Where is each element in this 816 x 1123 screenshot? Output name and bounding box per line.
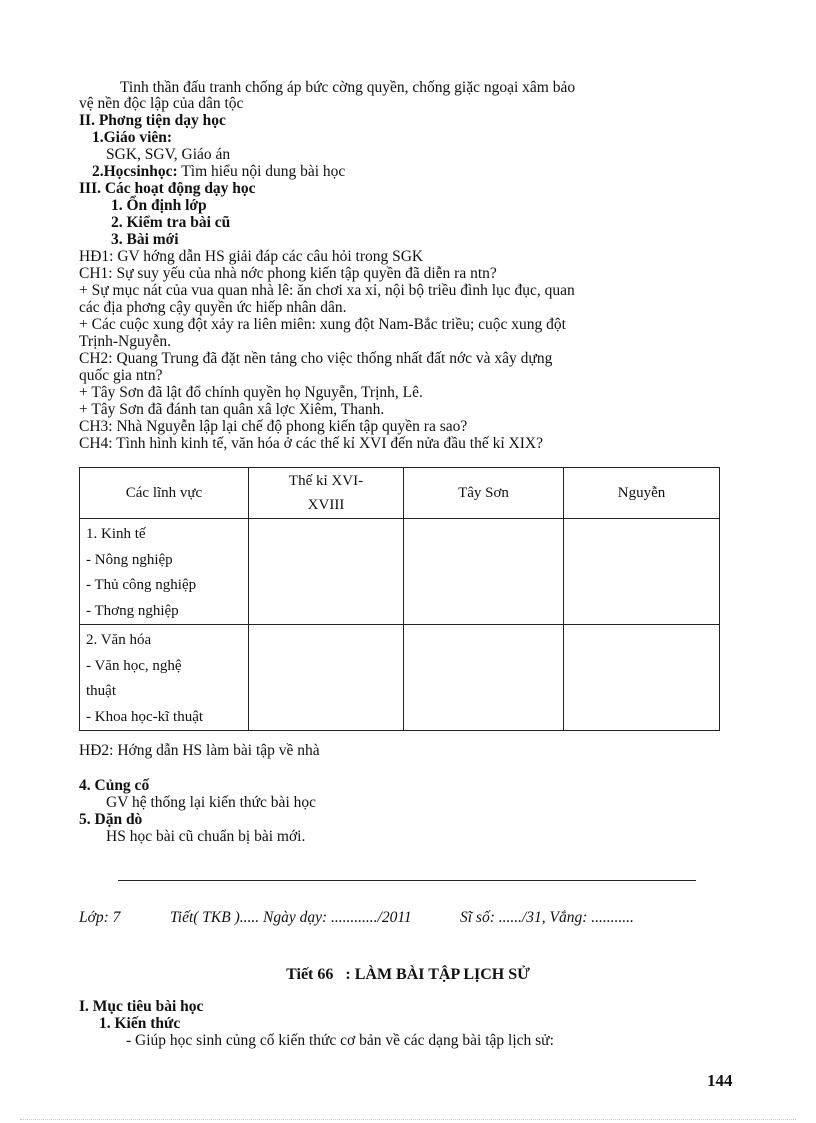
hd2-line: HĐ2: Hớng dẫn HS làm bài tập về nhà (79, 742, 320, 759)
body-line: CH4: Tình hình kinh tế, văn hóa ở các thế kỉ XVI đến nửa đầu thế kỉ XIX? (79, 435, 543, 452)
schedule-class: Lớp: 7 (79, 909, 121, 926)
lesson-number: Tiết 66 (286, 966, 334, 983)
body-line: Trịnh-Nguyễn. (79, 333, 172, 350)
table-cell-empty (564, 519, 720, 625)
body-line: CH1: Sự suy yếu của nhà nớc phong kiến tập quyền đã diễn ra ntn? (79, 265, 497, 282)
body-line: + Tây Sơn đã lật đổ chính quyền họ Nguyễn, Trịnh, Lê. (79, 384, 423, 401)
step-3: 3. Bài mới (111, 231, 179, 248)
section-2-heading: II. Phơng tiện dạy học (79, 112, 226, 129)
student-heading: 2.Họcsinhọc: (92, 163, 178, 180)
table-row (80, 625, 720, 731)
intro-line-2: vệ nền độc lập của dân tộc (79, 95, 244, 112)
knowledge-heading: 1. Kiến thức (99, 1015, 181, 1032)
body-line: quốc gia ntn? (79, 367, 163, 384)
table-row (80, 519, 720, 625)
section-5-heading: 5. Dặn dò (79, 811, 143, 828)
intro-line-1: Tinh thần đấu tranh chống áp bức cờng quyền, chống giặc ngoại xâm bảo (120, 79, 576, 96)
page-number: 144 (707, 1071, 733, 1090)
body-line: các địa phơng cậy quyền ức hiếp nhân dân. (79, 299, 347, 316)
comparison-table (79, 467, 720, 731)
body-line: CH2: Quang Trung đã đặt nền tảng cho việc thống nhất đất nớc và xây dựng (79, 350, 553, 367)
header-cell-tay-son: Tây Sơn (404, 468, 564, 519)
step-2: 2. Kiểm tra bài cũ (111, 214, 231, 231)
table-header-row (80, 468, 720, 519)
section-5-text: HS học bài cũ chuẩn bị bài mới. (106, 828, 306, 845)
body-line: + Tây Sơn đã đánh tan quân xâ lợc Xiêm, Thanh. (79, 401, 385, 418)
section-4-text: GV hệ thống lại kiến thức bài học (106, 794, 316, 811)
body-line: CH3: Nhà Nguyễn lập lại chế độ phong kiến tập quyền ra sao? (79, 418, 468, 435)
body-line: + Sự mục nát của vua quan nhà lê: ăn chơi xa xỉ, nội bộ triều đình lục đục, quan (79, 282, 575, 299)
table-cell-empty (564, 625, 720, 731)
table-cell-empty (249, 625, 404, 731)
body-line: + Các cuộc xung đột xảy ra liên miên: xung đột Nam-Bắc triều; cuộc xung đột (79, 316, 566, 333)
table-cell-empty (249, 519, 404, 625)
student-items: Tìm hiểu nội dung bài học (181, 163, 346, 180)
student-line (92, 164, 345, 180)
teacher-heading: 1.Giáo viên: (92, 129, 173, 146)
header-cell-century: Thế kỉ XVI- XVIII (249, 468, 404, 519)
table-cell-empty (404, 625, 564, 731)
table-cell-economy: 1. Kinh tế - Nông nghiệp - Thủ công nghiệp - Thơng nghiệp (80, 519, 249, 625)
schedule-attendance: Sĩ số: ....../31, Vắng: ........... (460, 909, 634, 926)
body-line: HĐ1: GV hớng dẫn HS giải đáp các câu hỏi trong SGK (79, 248, 424, 265)
footer-dotted-line (20, 1119, 796, 1120)
knowledge-text: - Giúp học sinh củng cố kiến thức cơ bản về các dạng bài tập lịch sử: (126, 1032, 554, 1049)
section-3-heading: III. Các hoạt động dạy học (79, 180, 256, 197)
table-cell-empty (404, 519, 564, 625)
section-4-heading: 4. Củng cố (79, 777, 150, 794)
table-cell-culture: 2. Văn hóa - Văn học, nghệ thuật - Khoa học-kĩ thuật (80, 625, 249, 731)
header-cell-fields: Các lĩnh vực (80, 468, 249, 519)
schedule-period: Tiết( TKB )..... Ngày dạy: ............/2011 (170, 909, 412, 926)
lesson-title (0, 966, 816, 984)
step-1: 1. Ổn định lớp (111, 197, 207, 214)
objectives-heading: I. Mục tiêu bài học (79, 998, 204, 1015)
header-cell-nguyen: Nguyễn (564, 468, 720, 519)
section-divider (118, 880, 696, 881)
teacher-items: SGK, SGV, Giáo án (106, 146, 231, 163)
lesson-name: : LÀM BÀI TẬP LỊCH SỬ (345, 966, 530, 983)
